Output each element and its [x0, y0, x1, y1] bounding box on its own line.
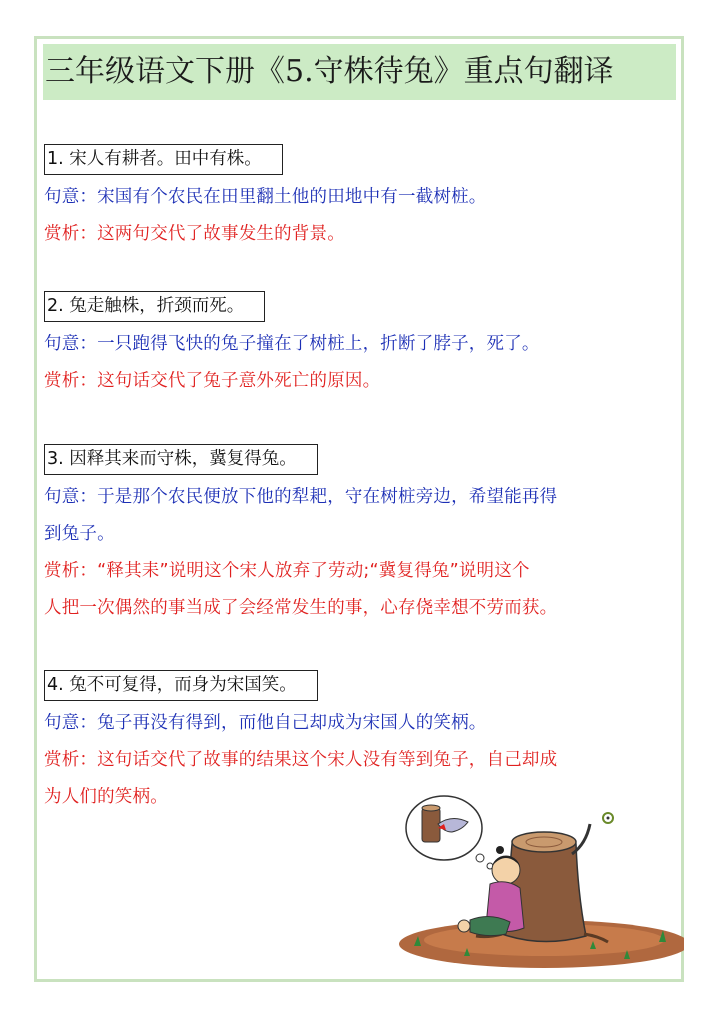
meaning-line-2-1: 句意：一只跑得飞快的兔子撞在了树桩上，折断了脖子，死了。 [44, 334, 540, 354]
meaning-line-3-1: 句意：于是那个农民便放下他的犁耙，守在树桩旁边，希望能再得 [44, 487, 558, 507]
section-1 [44, 144, 684, 253]
sentence-box-2: 2. 兔走触株，折颈而死。 [44, 291, 265, 322]
farmer-figure [458, 846, 524, 936]
meaning-line-3-2: 到兔子。 [44, 524, 115, 544]
analysis-line-3-1: 赏析：“释其耒”说明这个宋人放弃了劳动;“冀复得兔”说明这个 [44, 561, 530, 581]
sentence-box-3: 3. 因释其来而守株，冀复得兔。 [44, 444, 318, 475]
fly-icon [603, 813, 613, 823]
thought-bubble [406, 796, 493, 869]
section-3 [44, 444, 684, 627]
page-title: 三年级语文下册《5.守株待兔》重点句翻译 [43, 44, 676, 100]
analysis-line-4-1: 赏析：这句话交代了故事的结果这个宋人没有等到兔子，自己却成 [44, 750, 558, 770]
analysis-line-1-1: 赏析：这两句交代了故事发生的背景。 [44, 224, 345, 244]
section-2 [44, 291, 684, 400]
analysis-line-4-2: 为人们的笑柄。 [44, 787, 168, 807]
farmer-stump-illustration [394, 784, 684, 970]
sentence-box-1: 1. 宋人有耕者。田中有株。 [44, 144, 283, 175]
meaning-line-1-1: 句意：宋国有个农民在田里翻土他的田地中有一截树桩。 [44, 187, 487, 207]
sentence-box-4: 4. 兔不可复得，而身为宋国笑。 [44, 670, 318, 701]
meaning-line-4-1: 句意：兔子再没有得到，而他自己却成为宋国人的笑柄。 [44, 713, 487, 733]
analysis-line-3-2: 人把一次偶然的事当成了会经常发生的事，心存侥幸想不劳而获。 [44, 598, 558, 618]
bubble-stump [422, 808, 440, 842]
analysis-line-2-1: 赏析：这句话交代了兔子意外死亡的原因。 [44, 371, 381, 391]
